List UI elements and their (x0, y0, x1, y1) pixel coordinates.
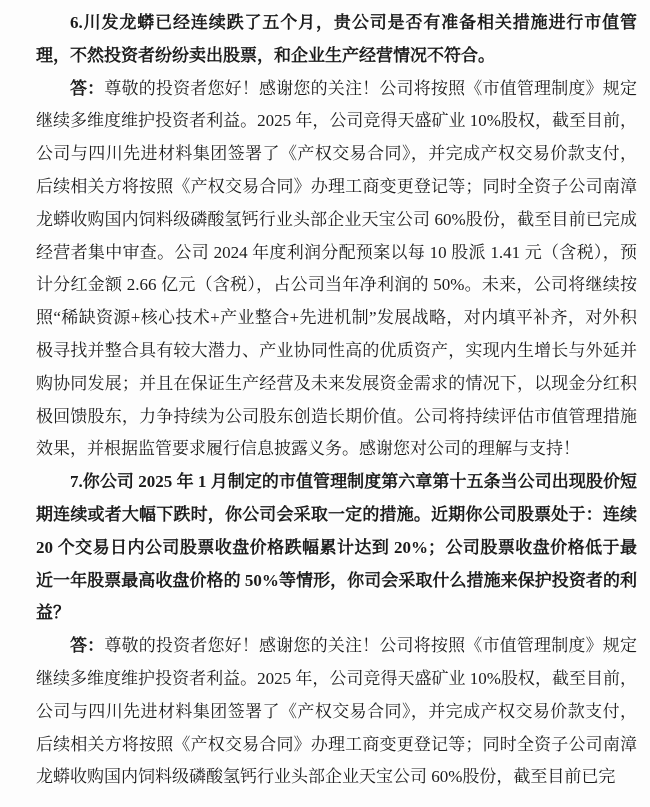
answer-6-body: 尊敬的投资者您好！感谢您的关注！公司将按照《市值管理制度》规定继续多维度维护投资者利益。2025 年，公司竞得天盛矿业 10%股权，截至目前，公司与四川先进材料集团签署了《产权交易合同》，并完成产权交易价款支付，后续相关方将按照《产权交易合同》办理工商变更登记等；同时全资子公司南漳龙蟒收购国内饲料级磷酸氢钙行业头部企业天宝公司 60%股份，截至目前已完成经营者集中审查。公司 2024 年度利润分配预案以每 10 股派 1.41 元（含税），预计分红金额 2.66 亿元（含税），占公司当年净利润的 50%。未来，公司将继续按照“稀缺资源+核心技术+产业整合+先进机制”发展战略，对内填平补齐，对外积极寻找并整合具有较大潜力、产业协同性高的优质资产，实现内生增长与外延并购协同发展；并且在保证生产经营及未来发展资金需求的情况下，以现金分红积极回馈股东，力争持续为公司股东创造长期价值。公司将持续评估市值管理措施效果，并根据监管要求履行信息披露义务。感谢您对公司的理解与支持！ (36, 78, 637, 459)
answer-6-text (36, 73, 637, 467)
answer-6-prefix: 答： (70, 78, 105, 98)
answer-7-text (36, 630, 637, 794)
question-7-text: 7.你公司 2025 年 1 月制定的市值管理制度第六章第十五条当公司出现股价短期连续或者大幅下跌时，你公司会采取一定的措施。近期你公司股票处于：连续 20 个交易日内公司股票收盘价格跌幅累计达到 20%；公司股票收盘价格低于最近一年股票最高收盘价格的 50%等情形，你司会采取什么措施来保护投资者的利益？ (36, 472, 637, 623)
answer-7-body: 尊敬的投资者您好！感谢您的关注！公司将按照《市值管理制度》规定继续多维度维护投资者利益。2025 年，公司竞得天盛矿业 10%股权，截至目前，公司与四川先进材料集团签署了《产权交易合同》，并完成产权交易价款支付，后续相关方将按照《产权交易合同》办理工商变更登记等；同时全资子公司南漳龙蟒收购国内饲料级磷酸氢钙行业头部企业天宝公司 60%股份，截至目前已完 (36, 636, 637, 787)
qa-item-6 (36, 7, 637, 466)
qa-item-7 (36, 466, 637, 794)
answer-7-prefix: 答： (70, 636, 105, 656)
question-6-text: 6.川发龙蟒已经连续跌了五个月，贵公司是否有准备相关措施进行市值管理，不然投资者纷纷卖出股票，和企业生产经营情况不符合。 (36, 13, 637, 65)
